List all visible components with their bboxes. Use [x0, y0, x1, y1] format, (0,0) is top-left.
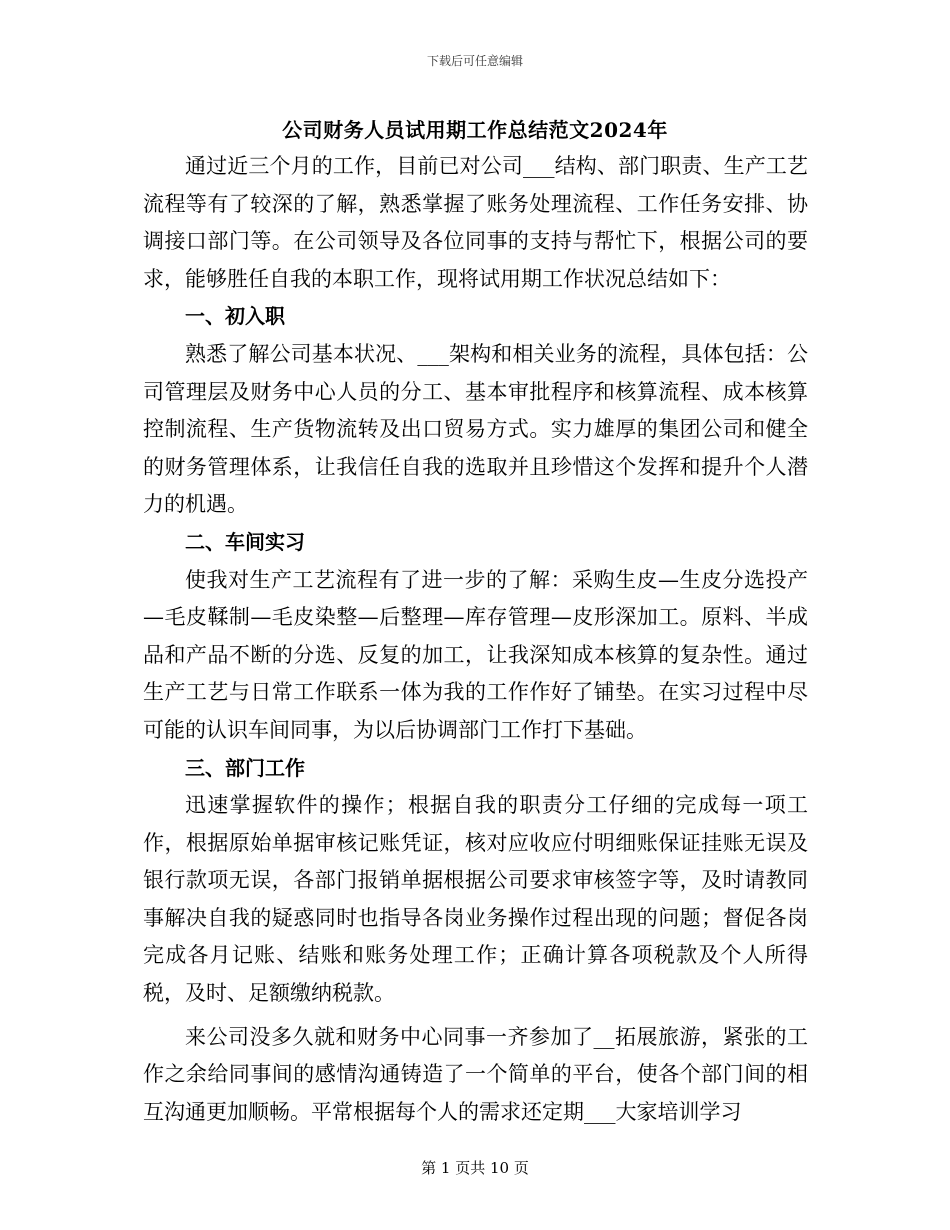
document-title: 公司财务人员试用期工作总结范文2024年	[282, 118, 668, 142]
section-paragraph-department: 迅速掌握软件的操作；根据自我的职责分工仔细的完成每一项工作，根据原始单据审核记账凭证，核对应收应付明细账保证挂账无误及银行款项无误，各部门报销单据根据公司要求审核签字等，及时请教同事解决自我的疑惑同时也指导各岗业务操作过程出现的问题；督促各岗完成各月记账、结账和账务处理工作；正确计算各项税款及个人所得税，及时、足额缴纳税款。	[143, 793, 808, 1006]
document-body	[143, 148, 808, 1131]
section-paragraph-onboarding: 熟悉了解公司基本状况、___架构和相关业务的流程，具体包括：公司管理层及财务中心人员的分工、基本审批程序和核算流程、成本核算控制流程、生产货物流转及出口贸易方式。实力雄厚的集团公司和健全的财务管理体系，让我信任自我的选取并且珍惜这个发挥和提升个人潜力的机遇。	[143, 341, 808, 517]
header-note: 下载后可任意编辑	[426, 54, 523, 68]
closing-paragraph: 来公司没多久就和财务中心同事一齐参加了__拓展旅游，紧张的工作之余给同事间的感情沟通铸造了一个简单的平台，使各个部门间的相互沟通更加顺畅。平常根据每个人的需求还定期___大家培训学习	[143, 1024, 808, 1124]
page-footer: 第 1 页共 10 页	[421, 1159, 529, 1177]
section-heading-department: 三、部门工作	[185, 755, 305, 780]
intro-paragraph: 通过近三个月的工作，目前已对公司___结构、部门职责、生产工艺流程等有了较深的了解，熟悉掌握了账务处理流程、工作任务安排、协调接口部门等。在公司领导及各位同事的支持与帮忙下，根据公司的要求，能够胜任自我的本职工作，现将试用期工作状况总结如下：	[143, 154, 808, 291]
section-paragraph-workshop: 使我对生产工艺流程有了进一步的了解：采购生皮—生皮分选投产—毛皮鞣制—毛皮染整—后整理—库存管理—皮形深加工。原料、半成品和产品不断的分选、反复的加工，让我深知成本核算的复杂性。通过生产工艺与日常工作联系一体为我的工作作好了铺垫。在实习过程中尽可能的认识车间同事，为以后协调部门工作打下基础。	[143, 567, 808, 742]
section-heading-onboarding: 一、初入职	[185, 304, 285, 329]
section-heading-workshop: 二、车间实习	[185, 529, 305, 554]
